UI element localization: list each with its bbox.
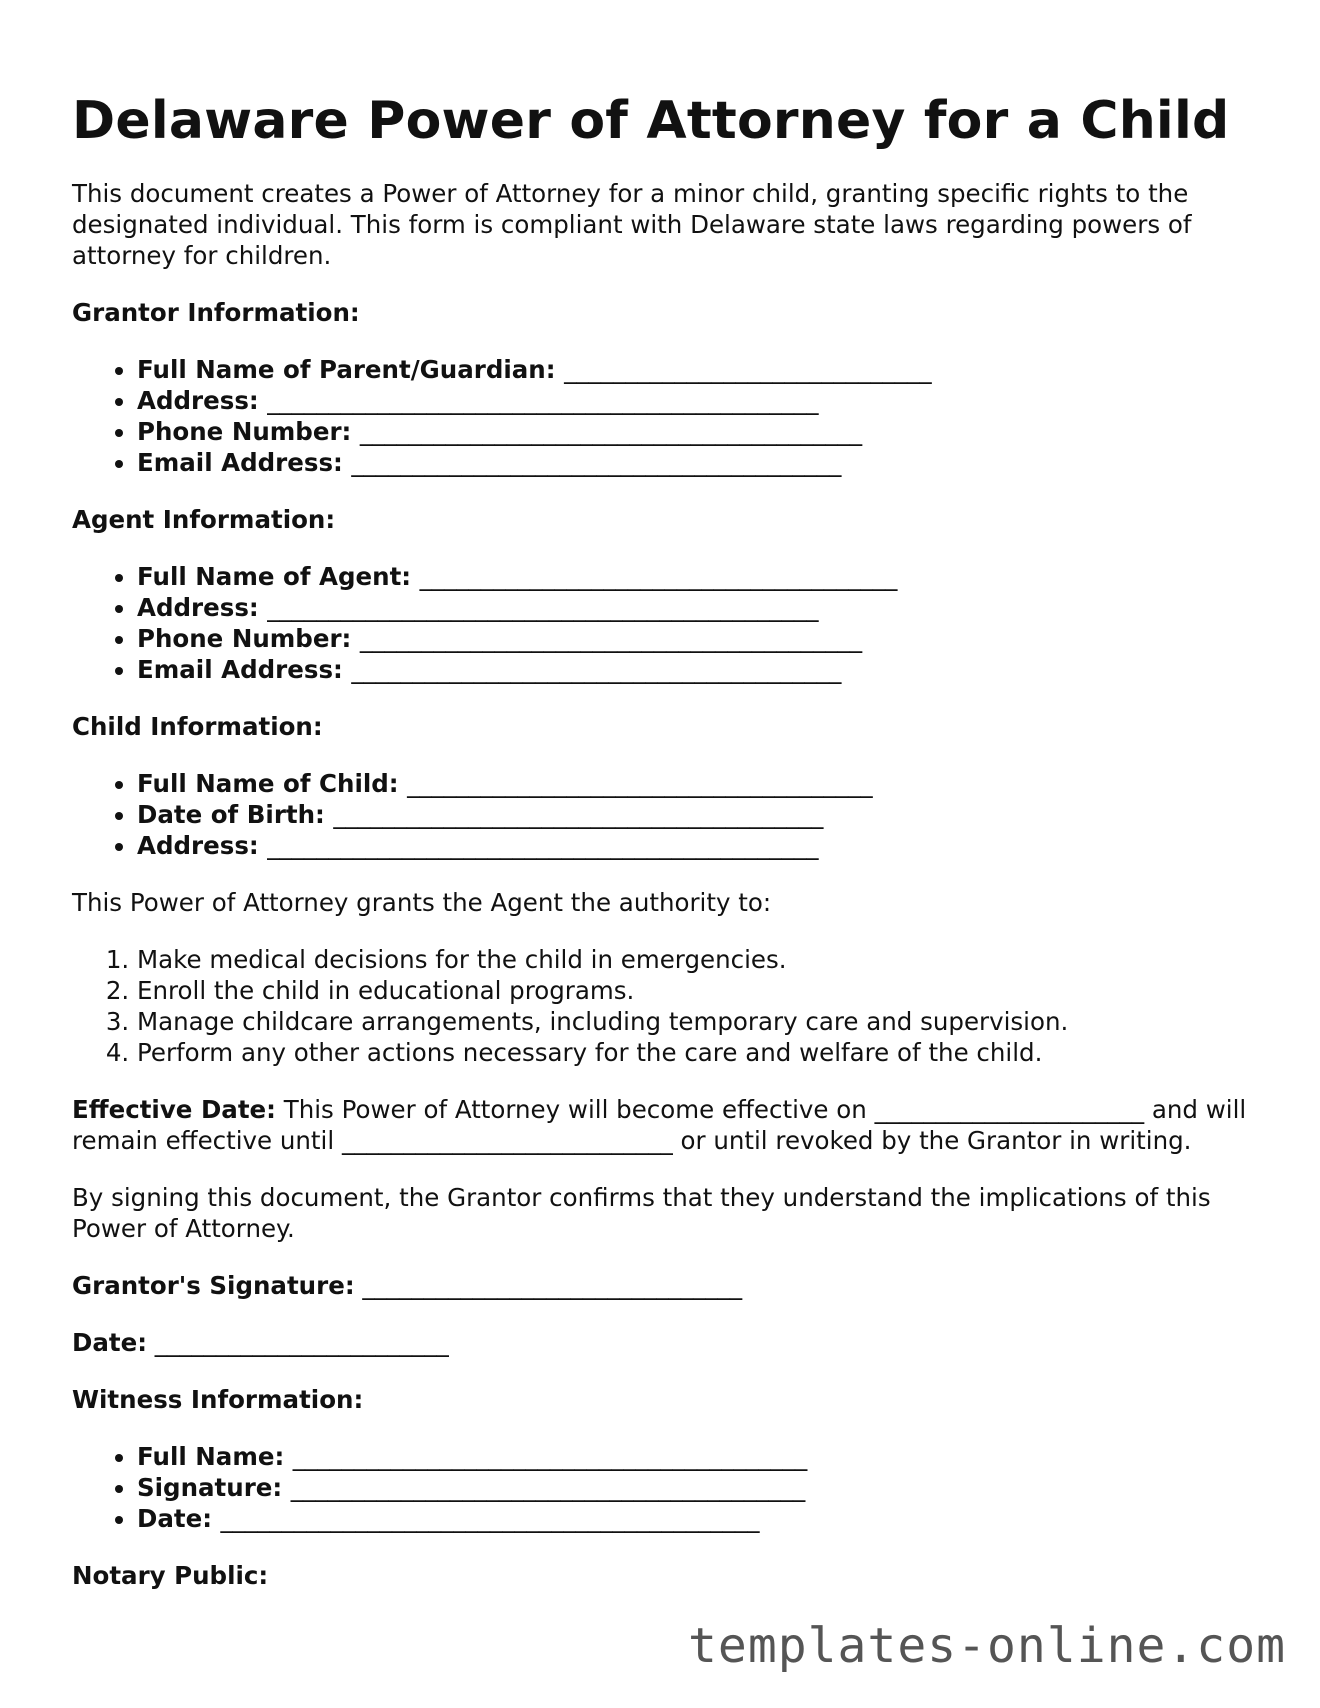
- confirmation-paragraph: By signing this document, the Grantor confirms that they understand the implications of this Power of Attorney.: [72, 1183, 1211, 1243]
- notary-heading: Notary Public:: [72, 1561, 269, 1590]
- field-label: Address:: [137, 593, 259, 622]
- effective-text-1: This Power of Attorney will become effective on: [275, 1095, 875, 1124]
- agent-email-field[interactable]: [137, 654, 1252, 685]
- child-fields: [72, 768, 1252, 861]
- blank-line[interactable]: ________________________________________: [333, 800, 824, 829]
- field-label: Full Name of Agent:: [137, 562, 412, 591]
- agent-heading: Agent Information:: [72, 505, 336, 534]
- date-line[interactable]: [72, 1327, 1252, 1358]
- grantor-name-field[interactable]: [137, 354, 1252, 385]
- blank-line[interactable]: __________________________________________: [292, 1442, 808, 1471]
- field-label: Phone Number:: [137, 417, 352, 446]
- effective-date-paragraph: [72, 1094, 1252, 1156]
- child-name-field[interactable]: [137, 768, 1252, 799]
- effective-text-3: or until revoked by the Grantor in writing.: [672, 1126, 1192, 1155]
- field-label: Full Name of Child:: [137, 769, 399, 798]
- grantor-heading: Grantor Information:: [72, 298, 360, 327]
- blank-line[interactable]: ________________________________________: [351, 448, 842, 477]
- field-label: Signature:: [137, 1473, 283, 1502]
- agent-fields: [72, 561, 1252, 685]
- grantor-address-field[interactable]: [137, 385, 1252, 416]
- authority-list: [72, 944, 1252, 1068]
- field-label: Address:: [137, 386, 259, 415]
- witness-heading: Witness Information:: [72, 1385, 364, 1414]
- blank-line[interactable]: ________________________: [154, 1328, 449, 1357]
- field-label: Address:: [137, 831, 259, 860]
- blank-line[interactable]: _________________________________________: [359, 417, 863, 446]
- blank-line[interactable]: _______________________________: [362, 1271, 743, 1300]
- effective-date-label: Effective Date:: [72, 1095, 276, 1124]
- effective-end-blank[interactable]: ___________________________: [341, 1126, 673, 1155]
- blank-line[interactable]: __________________________________________: [290, 1473, 806, 1502]
- blank-line[interactable]: _______________________________________: [419, 562, 898, 591]
- blank-line[interactable]: ______________________________________: [407, 769, 873, 798]
- date-label: Date:: [72, 1328, 147, 1357]
- document-page: [72, 86, 1252, 1617]
- effective-text-2: and will remain effective until: [72, 1095, 1247, 1155]
- witness-date-field[interactable]: [137, 1503, 1252, 1534]
- grantor-email-field[interactable]: [137, 447, 1252, 478]
- child-address-field[interactable]: [137, 830, 1252, 861]
- effective-start-blank[interactable]: ______________________: [874, 1095, 1145, 1124]
- field-label: Email Address:: [137, 448, 343, 477]
- field-label: Date of Birth:: [137, 800, 325, 829]
- grantor-phone-field[interactable]: [137, 416, 1252, 447]
- agent-phone-field[interactable]: [137, 623, 1252, 654]
- witness-fields: [72, 1441, 1252, 1534]
- witness-signature-field[interactable]: [137, 1472, 1252, 1503]
- blank-line[interactable]: _____________________________________________: [267, 831, 819, 860]
- grantor-fields: [72, 354, 1252, 478]
- authority-intro: This Power of Attorney grants the Agent the authority to:: [72, 888, 772, 917]
- blank-line[interactable]: ____________________________________________: [220, 1504, 760, 1533]
- child-dob-field[interactable]: [137, 799, 1252, 830]
- field-label: Full Name:: [137, 1442, 285, 1471]
- blank-line[interactable]: ______________________________: [564, 355, 932, 384]
- witness-name-field[interactable]: [137, 1441, 1252, 1472]
- field-label: Full Name of Parent/Guardian:: [137, 355, 556, 384]
- authority-item: 1. Make medical decisions for the child in emergencies.: [137, 944, 1252, 975]
- grantor-signature-label: Grantor's Signature:: [72, 1271, 355, 1300]
- page-title: Delaware Power of Attorney for a Child: [72, 91, 1230, 151]
- field-label: Date:: [137, 1504, 212, 1533]
- authority-item: 2. Enroll the child in educational programs.: [137, 975, 1252, 1006]
- blank-line[interactable]: ________________________________________: [351, 655, 842, 684]
- field-label: Email Address:: [137, 655, 343, 684]
- grantor-signature-line[interactable]: [72, 1270, 1252, 1301]
- intro-paragraph: This document creates a Power of Attorney for a minor child, granting specific rights to the designated individual. This form is compliant with Delaware state laws regarding powers of attorney for children.: [72, 179, 1192, 270]
- agent-address-field[interactable]: [137, 592, 1252, 623]
- watermark: templates-online.com: [688, 1618, 1286, 1674]
- agent-name-field[interactable]: [137, 561, 1252, 592]
- blank-line[interactable]: _________________________________________: [359, 624, 863, 653]
- blank-line[interactable]: _____________________________________________: [267, 593, 819, 622]
- authority-item: 3. Manage childcare arrangements, including temporary care and supervision.: [137, 1006, 1252, 1037]
- blank-line[interactable]: _____________________________________________: [267, 386, 819, 415]
- field-label: Phone Number:: [137, 624, 352, 653]
- child-heading: Child Information:: [72, 712, 323, 741]
- authority-item: 4. Perform any other actions necessary for the care and welfare of the child.: [137, 1037, 1252, 1068]
